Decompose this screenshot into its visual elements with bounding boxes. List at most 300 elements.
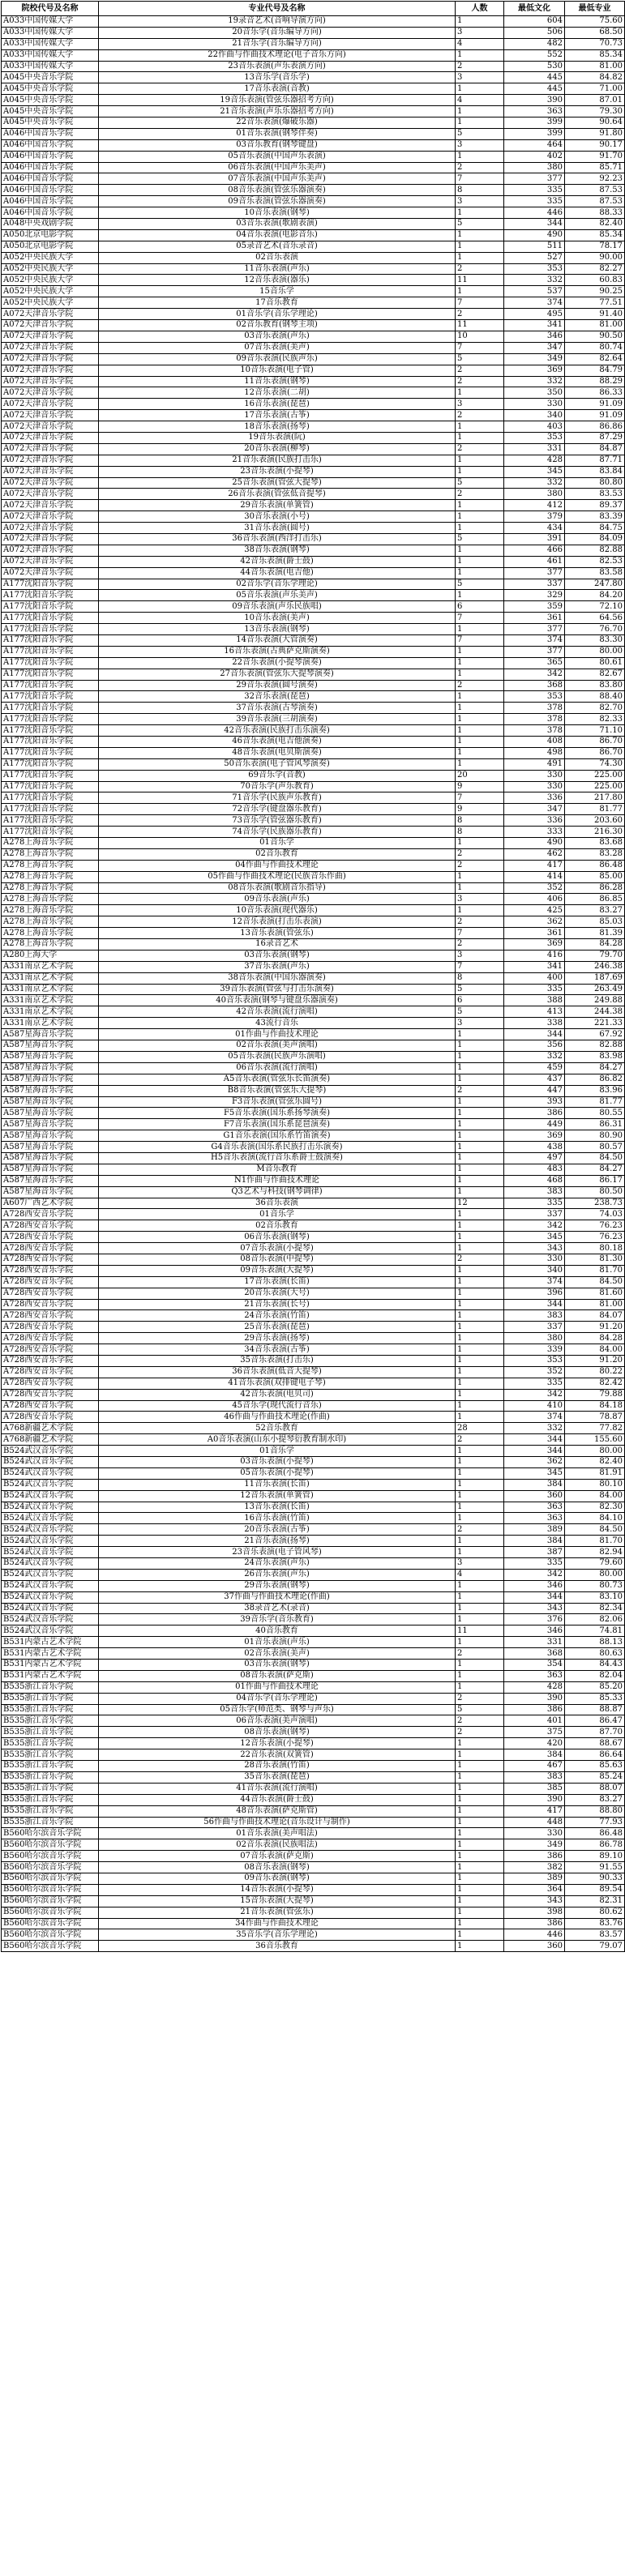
school-cell: A768新疆艺术学院 [2, 1434, 99, 1446]
table-row [2, 1513, 625, 1524]
major-cell: 01音乐学(音乐学理论) [99, 309, 456, 320]
count-cell: 1 [456, 1389, 504, 1400]
major-cell: 13音乐学(音乐学) [99, 72, 456, 83]
min-culture-cell: 377 [504, 567, 565, 579]
count-cell: 10 [456, 331, 504, 342]
count-cell: 9 [456, 781, 504, 792]
school-cell: A033中国传媒大学 [2, 61, 99, 72]
min-culture-cell: 420 [504, 1738, 565, 1749]
min-culture-cell: 369 [504, 1130, 565, 1142]
school-cell: B524武汉音乐学院 [2, 1625, 99, 1637]
table-row [2, 1591, 625, 1603]
min-culture-cell: 445 [504, 83, 565, 95]
min-major-cell: 89.10 [565, 1851, 625, 1862]
major-cell: 35音乐表演(打击乐) [99, 1355, 456, 1366]
table-row [2, 1524, 625, 1536]
school-cell: B560哈尔滨音乐学院 [2, 1839, 99, 1851]
min-culture-cell: 438 [504, 1142, 565, 1153]
table-row [2, 1389, 625, 1400]
school-cell: A331南京艺术学院 [2, 995, 99, 1006]
major-cell: 12音乐表演(单簧管) [99, 1490, 456, 1502]
count-cell: 1 [456, 1062, 504, 1074]
count-cell: 3 [456, 196, 504, 207]
major-cell: M音乐教育 [99, 1164, 456, 1175]
min-culture-cell: 390 [504, 1794, 565, 1805]
school-cell: A587星海音乐学院 [2, 1108, 99, 1119]
major-cell: 39音乐表演(管弦与打击乐演奏) [99, 984, 456, 995]
table-row [2, 972, 625, 984]
table-row [2, 1051, 625, 1062]
count-cell: 1 [456, 1400, 504, 1412]
major-cell: 19音乐表演(阮) [99, 432, 456, 443]
count-cell: 9 [456, 804, 504, 815]
table-row [2, 1130, 625, 1142]
min-culture-cell: 428 [504, 1681, 565, 1693]
min-major-cell: 86.48 [565, 860, 625, 871]
school-cell: A587星海音乐学院 [2, 1164, 99, 1175]
major-cell: 07音乐表演(美声) [99, 342, 456, 353]
count-cell: 5 [456, 984, 504, 995]
count-cell: 2 [456, 489, 504, 500]
count-cell: 28 [456, 1423, 504, 1434]
major-cell: 07音乐表演(小提琴) [99, 1243, 456, 1254]
table-row [2, 1209, 625, 1220]
min-major-cell: 71.10 [565, 725, 625, 737]
min-culture-cell: 447 [504, 1085, 565, 1096]
min-major-cell: 82.33 [565, 714, 625, 725]
school-cell: A072天津音乐学院 [2, 399, 99, 410]
school-cell: A728西安音乐学院 [2, 1299, 99, 1310]
table-row [2, 219, 625, 230]
major-cell: 38音乐表演(钢琴) [99, 545, 456, 556]
major-cell: 15音乐学 [99, 286, 456, 297]
count-cell: 1 [456, 1851, 504, 1862]
major-cell: 37音乐表演(声乐) [99, 961, 456, 972]
min-culture-cell: 537 [504, 286, 565, 297]
major-cell: 08音乐表演(萨克斯) [99, 1670, 456, 1681]
table-row [2, 624, 625, 635]
school-cell: B524武汉音乐学院 [2, 1446, 99, 1457]
school-cell: A046中国音乐学院 [2, 151, 99, 162]
min-culture-cell: 445 [504, 72, 565, 83]
major-cell: 35音乐表演(琵琶) [99, 1771, 456, 1783]
min-major-cell: 86.31 [565, 1119, 625, 1130]
min-major-cell: 83.80 [565, 680, 625, 691]
school-cell: B560哈尔滨音乐学院 [2, 1918, 99, 1929]
school-cell: A072天津音乐学院 [2, 432, 99, 443]
major-cell: 01音乐表演(钢琴伴奏) [99, 128, 456, 139]
min-major-cell: 81.77 [565, 1096, 625, 1108]
major-cell: 07音乐表演(中国声乐美声) [99, 173, 456, 185]
count-cell: 1 [456, 1749, 504, 1761]
min-major-cell: 83.98 [565, 1051, 625, 1062]
count-cell: 3 [456, 139, 504, 151]
school-cell: A587星海音乐学院 [2, 1029, 99, 1040]
school-cell: A587星海音乐学院 [2, 1152, 99, 1164]
table-row [2, 207, 625, 219]
min-culture-cell: 375 [504, 1727, 565, 1738]
min-major-cell: 83.58 [565, 567, 625, 579]
major-cell: 16音乐表演(琵琶) [99, 399, 456, 410]
table-row [2, 1805, 625, 1817]
table-row [2, 725, 625, 737]
count-cell: 1 [456, 1333, 504, 1344]
min-major-cell: 84.27 [565, 1062, 625, 1074]
count-cell: 1 [456, 567, 504, 579]
min-culture-cell: 401 [504, 1715, 565, 1727]
min-culture-cell: 332 [504, 275, 565, 286]
min-culture-cell: 369 [504, 365, 565, 376]
min-major-cell: 86.70 [565, 747, 625, 758]
count-cell: 1 [456, 1366, 504, 1378]
table-row [2, 1941, 625, 1952]
table-row [2, 16, 625, 28]
min-major-cell: 84.00 [565, 1344, 625, 1356]
min-major-cell: 84.50 [565, 1152, 625, 1164]
school-cell: B535浙江音乐学院 [2, 1805, 99, 1817]
count-cell: 1 [456, 1344, 504, 1356]
min-major-cell: 79.88 [565, 1389, 625, 1400]
min-culture-cell: 378 [504, 714, 565, 725]
table-row [2, 365, 625, 376]
major-cell: 30音乐表演(小号) [99, 511, 456, 523]
major-cell: 16录音艺术 [99, 939, 456, 951]
count-cell: 1 [456, 1670, 504, 1681]
table-row [2, 1851, 625, 1862]
major-cell: 18音乐表演(扬琴) [99, 421, 456, 433]
min-culture-cell: 527 [504, 252, 565, 263]
min-culture-cell: 368 [504, 1648, 565, 1660]
count-cell: 1 [456, 1040, 504, 1052]
min-culture-cell: 410 [504, 1400, 565, 1412]
school-cell: A728西安音乐学院 [2, 1366, 99, 1378]
school-cell: B524武汉音乐学院 [2, 1558, 99, 1570]
major-cell: 05音乐表演(中国声乐表演) [99, 151, 456, 162]
count-cell: 5 [456, 1006, 504, 1018]
min-major-cell: 86.28 [565, 882, 625, 894]
min-major-cell: 86.47 [565, 1715, 625, 1727]
major-cell: 72音乐学(键盘器乐教育) [99, 804, 456, 815]
table-row [2, 984, 625, 995]
table-row [2, 928, 625, 939]
count-cell: 1 [456, 545, 504, 556]
min-culture-cell: 400 [504, 972, 565, 984]
count-cell: 2 [456, 410, 504, 421]
school-cell: A768新疆艺术学院 [2, 1423, 99, 1434]
min-major-cell: 81.00 [565, 61, 625, 72]
school-cell: A072天津音乐学院 [2, 376, 99, 387]
min-culture-cell: 341 [504, 961, 565, 972]
school-cell: B524武汉音乐学院 [2, 1569, 99, 1580]
min-culture-cell: 335 [504, 1378, 565, 1389]
count-cell: 1 [456, 905, 504, 916]
school-cell: A177沈阳音乐学院 [2, 646, 99, 657]
major-cell: 17音乐表演(古筝) [99, 410, 456, 421]
table-row [2, 1547, 625, 1558]
min-culture-cell: 390 [504, 95, 565, 106]
min-major-cell: 80.10 [565, 1479, 625, 1490]
school-cell: A072天津音乐学院 [2, 387, 99, 399]
count-cell: 3 [456, 1558, 504, 1570]
table-row [2, 871, 625, 882]
table-row [2, 1670, 625, 1681]
major-cell: 50音乐表演(电子管风琴演奏) [99, 758, 456, 770]
count-cell: 5 [456, 579, 504, 590]
major-cell: 22音乐表演(爆破乐器) [99, 117, 456, 129]
min-major-cell: 86.78 [565, 1839, 625, 1851]
count-cell: 12 [456, 1198, 504, 1209]
school-cell: A728西安音乐学院 [2, 1412, 99, 1423]
major-cell: 17音乐表演(音教) [99, 83, 456, 95]
min-major-cell: 82.88 [565, 545, 625, 556]
table-row [2, 1142, 625, 1153]
min-culture-cell: 361 [504, 613, 565, 624]
table-row [2, 634, 625, 646]
table-row [2, 1929, 625, 1941]
major-cell: 44音乐表演(电吉他) [99, 567, 456, 579]
school-cell: B560哈尔滨音乐学院 [2, 1907, 99, 1918]
school-cell: A177沈阳音乐学院 [2, 758, 99, 770]
major-cell: 73音乐学(管弦器乐教育) [99, 815, 456, 827]
min-major-cell: 74.03 [565, 1209, 625, 1220]
min-major-cell: 83.28 [565, 848, 625, 860]
count-cell: 1 [456, 657, 504, 669]
major-cell: 36音乐表演 [99, 1198, 456, 1209]
major-cell: 05作曲与作曲技术理论(民族音乐作曲) [99, 871, 456, 882]
min-major-cell: 86.64 [565, 1749, 625, 1761]
count-cell: 2 [456, 916, 504, 928]
min-culture-cell: 386 [504, 1851, 565, 1862]
min-culture-cell: 342 [504, 1389, 565, 1400]
min-major-cell: 90.33 [565, 1873, 625, 1884]
school-cell: A177沈阳音乐学院 [2, 579, 99, 590]
school-cell: B524武汉音乐学院 [2, 1502, 99, 1513]
min-major-cell: 91.55 [565, 1862, 625, 1873]
min-culture-cell: 353 [504, 263, 565, 275]
min-culture-cell: 374 [504, 1276, 565, 1288]
school-cell: A045中央音乐学院 [2, 72, 99, 83]
min-culture-cell: 391 [504, 533, 565, 545]
major-cell: Q3艺术与科技(钢琴调律) [99, 1186, 456, 1198]
count-cell: 1 [456, 1929, 504, 1941]
min-culture-cell: 345 [504, 1467, 565, 1479]
count-cell: 1 [456, 1322, 504, 1333]
school-cell: B535浙江音乐学院 [2, 1727, 99, 1738]
min-major-cell: 83.68 [565, 838, 625, 849]
count-cell: 1 [456, 1547, 504, 1558]
min-culture-cell: 332 [504, 376, 565, 387]
major-cell: 29音乐表演(扬琴) [99, 1333, 456, 1344]
min-culture-cell: 349 [504, 353, 565, 365]
min-major-cell: 84.28 [565, 939, 625, 951]
count-cell: 1 [456, 1152, 504, 1164]
min-major-cell: 79.70 [565, 950, 625, 961]
count-cell: 2 [456, 309, 504, 320]
count-cell: 1 [456, 117, 504, 129]
major-cell: 09音乐表演(管弦乐器演奏) [99, 196, 456, 207]
min-major-cell: 88.67 [565, 1738, 625, 1749]
min-culture-cell: 333 [504, 827, 565, 838]
major-cell: 21音乐表演(民族打击乐) [99, 455, 456, 466]
min-culture-cell: 417 [504, 1805, 565, 1817]
min-culture-cell: 398 [504, 1907, 565, 1918]
school-cell: A177沈阳音乐学院 [2, 804, 99, 815]
major-cell: 13音乐表演(长笛) [99, 1502, 456, 1513]
count-cell: 1 [456, 1051, 504, 1062]
major-cell: 36音乐表演(低音大提琴) [99, 1366, 456, 1378]
school-cell: A278上海音乐学院 [2, 882, 99, 894]
major-cell: 25音乐表演(管弦大提琴) [99, 477, 456, 489]
major-cell: 20音乐学(音乐编导方向) [99, 27, 456, 38]
school-cell: B535浙江音乐学院 [2, 1693, 99, 1704]
count-cell: 1 [456, 1108, 504, 1119]
min-major-cell: 82.27 [565, 263, 625, 275]
table-row [2, 1479, 625, 1490]
count-cell: 8 [456, 815, 504, 827]
major-cell: 20音乐表演(古筝) [99, 1524, 456, 1536]
min-culture-cell: 345 [504, 1232, 565, 1243]
school-cell: A052中央民族大学 [2, 252, 99, 263]
min-major-cell: 217.80 [565, 792, 625, 804]
table-row [2, 758, 625, 770]
count-cell: 1 [456, 1299, 504, 1310]
school-cell: A587星海音乐学院 [2, 1175, 99, 1186]
table-row [2, 781, 625, 792]
min-culture-cell: 346 [504, 1580, 565, 1591]
count-cell: 2 [456, 1715, 504, 1727]
school-cell: A046中国音乐学院 [2, 128, 99, 139]
table-row [2, 669, 625, 680]
school-cell: A072天津音乐学院 [2, 567, 99, 579]
school-cell: A052中央民族大学 [2, 263, 99, 275]
table-row [2, 601, 625, 613]
table-row [2, 1918, 625, 1929]
min-major-cell: 80.90 [565, 1130, 625, 1142]
table-row [2, 703, 625, 714]
min-culture-cell: 490 [504, 229, 565, 241]
major-cell: 02音乐教育(钢琴主项) [99, 320, 456, 331]
count-cell: 1 [456, 624, 504, 635]
major-cell: 06音乐表演(流行演唱) [99, 1062, 456, 1074]
school-cell: A278上海音乐学院 [2, 838, 99, 849]
school-cell: A587星海音乐学院 [2, 1051, 99, 1062]
table-row [2, 1603, 625, 1614]
min-culture-cell: 335 [504, 196, 565, 207]
count-cell: 1 [456, 151, 504, 162]
major-cell: A5音乐表演(管弦乐长笛演奏) [99, 1074, 456, 1085]
count-cell: 1 [456, 1637, 504, 1648]
count-cell: 1 [456, 1355, 504, 1366]
major-cell: 41音乐表演(流行演唱) [99, 1783, 456, 1794]
count-cell: 1 [456, 1817, 504, 1828]
count-cell: 1 [456, 1771, 504, 1783]
min-major-cell: 83.53 [565, 489, 625, 500]
count-cell: 3 [456, 27, 504, 38]
min-major-cell: 84.09 [565, 533, 625, 545]
table-row [2, 1884, 625, 1895]
school-cell: A046中国音乐学院 [2, 196, 99, 207]
table-row [2, 455, 625, 466]
min-major-cell: 79.07 [565, 1941, 625, 1952]
school-cell: A072天津音乐学院 [2, 500, 99, 511]
table-row [2, 567, 625, 579]
header-major: 专业代号及名称 [99, 2, 456, 16]
major-cell: 06音乐表演(美声演唱) [99, 1715, 456, 1727]
school-cell: A278上海音乐学院 [2, 848, 99, 860]
school-cell: A177沈阳音乐学院 [2, 601, 99, 613]
table-row [2, 1006, 625, 1018]
table-row [2, 905, 625, 916]
school-cell: A033中国传媒大学 [2, 16, 99, 28]
min-major-cell: 83.27 [565, 905, 625, 916]
min-major-cell: 84.18 [565, 1400, 625, 1412]
table-row [2, 1457, 625, 1468]
table-row [2, 848, 625, 860]
count-cell: 1 [456, 106, 504, 117]
count-cell: 1 [456, 1142, 504, 1153]
major-cell: 10音乐表演(钢琴) [99, 207, 456, 219]
school-cell: A072天津音乐学院 [2, 489, 99, 500]
min-culture-cell: 352 [504, 1366, 565, 1378]
min-culture-cell: 344 [504, 1591, 565, 1603]
min-major-cell: 82.42 [565, 1378, 625, 1389]
min-culture-cell: 346 [504, 331, 565, 342]
min-major-cell: 79.60 [565, 1558, 625, 1570]
major-cell: 48音乐表演(萨克斯管) [99, 1805, 456, 1817]
school-cell: B535浙江音乐学院 [2, 1715, 99, 1727]
count-cell: 1 [456, 387, 504, 399]
min-culture-cell: 461 [504, 556, 565, 567]
min-culture-cell: 330 [504, 1254, 565, 1265]
table-row [2, 1715, 625, 1727]
min-culture-cell: 437 [504, 1074, 565, 1085]
table-row [2, 1152, 625, 1164]
min-major-cell: 87.71 [565, 455, 625, 466]
school-cell: A177沈阳音乐学院 [2, 613, 99, 624]
school-cell: A052中央民族大学 [2, 286, 99, 297]
school-cell: A072天津音乐学院 [2, 511, 99, 523]
min-major-cell: 244.38 [565, 1006, 625, 1018]
table-row [2, 286, 625, 297]
school-cell: A052中央民族大学 [2, 297, 99, 309]
count-cell: 1 [456, 737, 504, 748]
major-cell: 36音乐教育 [99, 1941, 456, 1952]
count-cell: 1 [456, 1761, 504, 1772]
school-cell: A177沈阳音乐学院 [2, 737, 99, 748]
table-row [2, 387, 625, 399]
table-row [2, 353, 625, 365]
school-cell: A331南京艺术学院 [2, 1006, 99, 1018]
table-row [2, 1254, 625, 1265]
major-cell: 19录音艺术(音响导演方向) [99, 16, 456, 28]
school-cell: B524武汉音乐学院 [2, 1524, 99, 1536]
min-culture-cell: 396 [504, 1288, 565, 1299]
table-row [2, 1265, 625, 1276]
min-culture-cell: 344 [504, 1434, 565, 1446]
min-culture-cell: 393 [504, 1096, 565, 1108]
min-culture-cell: 604 [504, 16, 565, 28]
min-culture-cell: 374 [504, 1412, 565, 1423]
school-cell: A072天津音乐学院 [2, 533, 99, 545]
major-cell: 01音乐学 [99, 1209, 456, 1220]
min-major-cell: 86.70 [565, 737, 625, 748]
count-cell: 1 [456, 1828, 504, 1839]
min-major-cell: 249.88 [565, 995, 625, 1006]
table-row [2, 49, 625, 61]
min-major-cell: 80.63 [565, 1648, 625, 1660]
min-major-cell: 82.64 [565, 353, 625, 365]
school-cell: B531内蒙古艺术学院 [2, 1670, 99, 1681]
